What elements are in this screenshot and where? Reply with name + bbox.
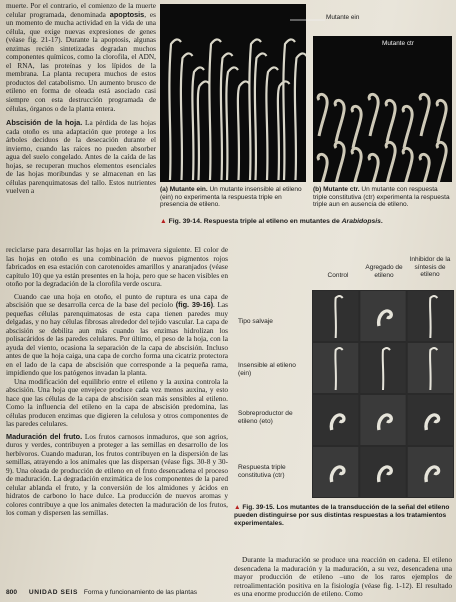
seedling [226,67,238,180]
fig-39-15-title [234,504,454,527]
seedling [437,142,446,182]
callout-mutante-ein: Mutante ein [326,14,360,21]
fig-39-14-species: Arabidopsis [341,218,381,225]
seedling [169,39,181,180]
seedling [335,142,344,182]
seedling [420,154,429,182]
intro-text: muerte. Por el contrario, el comienzo de la muerte celular programada, denominada [6,1,156,19]
grid-cell [360,291,405,341]
auxin-balance-paragraph: Una modificación del equilibrio entre el etileno y la auxina controla la abscisión. Una hoja que envejece produce cada vez menos auxina, y esto hace que las células de la capa de abscisión sean más sensibles al etileno. Como la influencia del etileno en la capa de abscisión predomina, las células producen enzimas que digieren la celulosa y otros componentes de las paredes celulares. [6,376,228,428]
seedling [318,94,327,136]
seedling [386,142,395,182]
fig-39-15-grid-photo [312,290,454,498]
row-label-eto: Sobreproductor de etileno (eto) [238,410,293,425]
caption-b-text: Un mutante con respuesta triple constitutiva (ctr) experimenta la respuesta triple aun en ausencia de etileno. [313,186,450,209]
seedling [198,81,210,180]
seedling [255,53,267,180]
seedling [335,100,344,142]
unit-label: UNIDAD SEIS [28,589,78,596]
seedling [283,39,295,180]
seedling [369,94,378,136]
figure-triangle-icon: ▲ [234,504,241,511]
abscission-layer-paragraph: Cuando cae una hoja en otoño, el punto de ruptura es una capa de abscisión que se desarrolla cerca de la base del peciolo (fig. 39-16). Las pequeñas células parenquimatosas de esta capa tienen paredes muy delgadas, y no hay células fibrosas alrededor del tejido vascular. La capa de abscisión se debilita aun más cuando las enzimas hidrolizan los polisacáridos de las paredes celulares. Por último, el peso de la hoja, con la ayuda del viento, ocasiona la separación de la capa de abscisión. Incluso antes de que la hoja caiga, una capa de corcho forma una cicatriz protectora en el lado de la capa de abscisión que corresponde a la pequeña rama, impidiendo que los patógenos invadan la planta. [6,291,228,377]
grid-cell [313,447,358,497]
grid-cell [408,395,453,445]
grid-cell [408,447,453,497]
ripening-chain-paragraph: Durante la maduración se produce una reacción en cadena. El etileno desencadena la maduración y la maduración, a su vez, desencadena una mayor producción de etileno –uno de los raros ejemplos de retroalimentación positiva en la fisiología (véase fig. 1-12). El resultado es una enorme producción de etileno. Como [234,555,452,598]
caption-b-bold: (b) Mutante ctr. [313,186,360,193]
col-header-inhibitor: Inhibidor de la síntesis de etileno [409,256,451,278]
col-header-ethylene-added: Agregado de etileno [365,264,403,279]
seedling [352,106,361,148]
fig-reference: (fig. 39-16) [175,300,213,309]
seedling [403,106,412,148]
seedling [403,148,412,182]
row-label-wild-type: Tipo salvaje [238,318,273,325]
caption-a-bold: (a) Mutante ein. [160,186,208,193]
ein-seedlings-illustration [160,4,306,182]
seedling [238,81,250,180]
fig-39-14b-photo [313,36,452,182]
fig-39-14b-caption [313,186,453,209]
seedling [352,148,361,182]
leaf-abscission-paragraph [6,119,156,196]
seedling [209,39,221,180]
intro-paragraph [6,2,156,113]
autumn-color-paragraph: reciclarse para desarrollar las hojas en la primavera siguiente. El color de las hojas en otoño es una combinación de nuevos pigmentos rojos fabricados en esa estación con carotenoides amarillos y anaranjados (véase capítulo 10) que ya están presentes en la hoja, pero que se hacen visibles en otoño por la degradación de la clorofila verde oscura. [6,245,228,288]
leaf-abscission-heading: Abscisión de la hoja. [6,118,83,128]
grid-cell [313,395,358,445]
fig-39-15-title-text: Los mutantes de la transducción de la señal del etileno pueden distinguirse por sus distintas respuestas a los tratamientos experimentales. [234,504,450,527]
apoptosis-term: apoptosis [109,9,145,19]
seedling [266,67,278,180]
seedling [369,154,378,182]
fruit-ripening-heading: Maduración del fruto. [6,431,83,441]
caption-a-text: Un mutante insensible al etileno (ein) no experimenta la respuesta triple en presencia de etileno. [160,186,302,209]
seedling [181,53,193,180]
ctr-seedlings-illustration [313,36,452,182]
seedling [295,53,306,180]
leaf-abscission-text: La pérdida de las hojas cada otoño es una adaptación que protege a los árboles deciduos de la desecación durante el invierno, cuando las raíces no pueden absorber agua del suelo congelado. Antes de la caída de las hojas, se recuperan muchos elementos esenciales de las hojas moribundas y se almacenan en las células parenquimatosas del tallo. Estos nutrientes vuelven a [6,118,157,196]
figure-triangle-icon: ▲ [160,218,167,225]
callout-mutante-ctr: Mutante ctr [382,40,414,47]
row-label-ctr: Respuesta triple constitutiva (ctr) [238,464,286,479]
fig-39-14-title: ▲ Fig. 39-14. Respuesta triple al etileno en mutantes de Arabidopsis. [160,218,383,225]
col-header-control: Control [327,272,349,279]
intro-text-rest: , es un momento de mucha actividad en la vida de una célula, que exige nuevas expresiones de genes (véase fig. 21-17). Durante la apoptosis, algunas enzimas recién sintetizadas degradan muchos componentes químicos, como la clorofila, el ADN, el RNA, las proteínas y los lípidos de la membrana. La planta recupera muchos de estos productos del catabolismo. Un aumento brusco de etileno en forma de oleada está asociado casi siempre con esta destrucción programada de células, órganos o de la planta entera. [6,9,156,113]
fig-39-15-number: Fig. 39-15. [242,504,275,511]
fig-39-14a-caption [160,186,308,209]
row-label-ein: Insensible al etileno (ein) [238,362,296,377]
main-text-column [6,246,228,518]
fig-39-14-number: Fig. 39-14. [168,218,202,225]
fig-39-14a-photo [160,4,306,182]
unit-title: Forma y funcionamiento de las plantas [83,589,198,596]
mutant-seedling-grid [312,290,454,498]
page-number: 800 [6,589,18,596]
seedling [437,100,446,142]
seedling [420,94,429,136]
fig-39-14-title-text: Respuesta triple al etileno en mutantes de [201,218,342,225]
right-column-text [234,556,452,599]
grid-cell [360,395,405,445]
seedling [386,100,395,142]
callout-line-ein [290,17,326,23]
seedling [318,154,327,182]
fruit-ripening-paragraph: Maduración del fruto. Los frutos carnosos inmaduros, que son agrios, duros y verdes, contribuyen a proteger a las semillas en desarrollo de los herbívoros. Cuando maduran, los frutos contribuyen en la dispersión de las semillas, atrayendo a los animales que las dispersan (véase figs. 30-8 y 30-9). Una oleada de producción de etileno en el fruto desencadena el proceso de maduración. La degradación enzimática de los componentes de la pared celular ablanda el fruto, y la conversión de los almidones y ácidos en hidratos de carbono lo hace dulce. La producción de nuevos aromas y colores contribuye a que los animales detecten la maduración de los frutos, los coman y dispersen las semillas. [6,431,228,517]
page-footer [6,589,197,596]
left-text-column [6,2,156,196]
grid-cell [360,447,405,497]
